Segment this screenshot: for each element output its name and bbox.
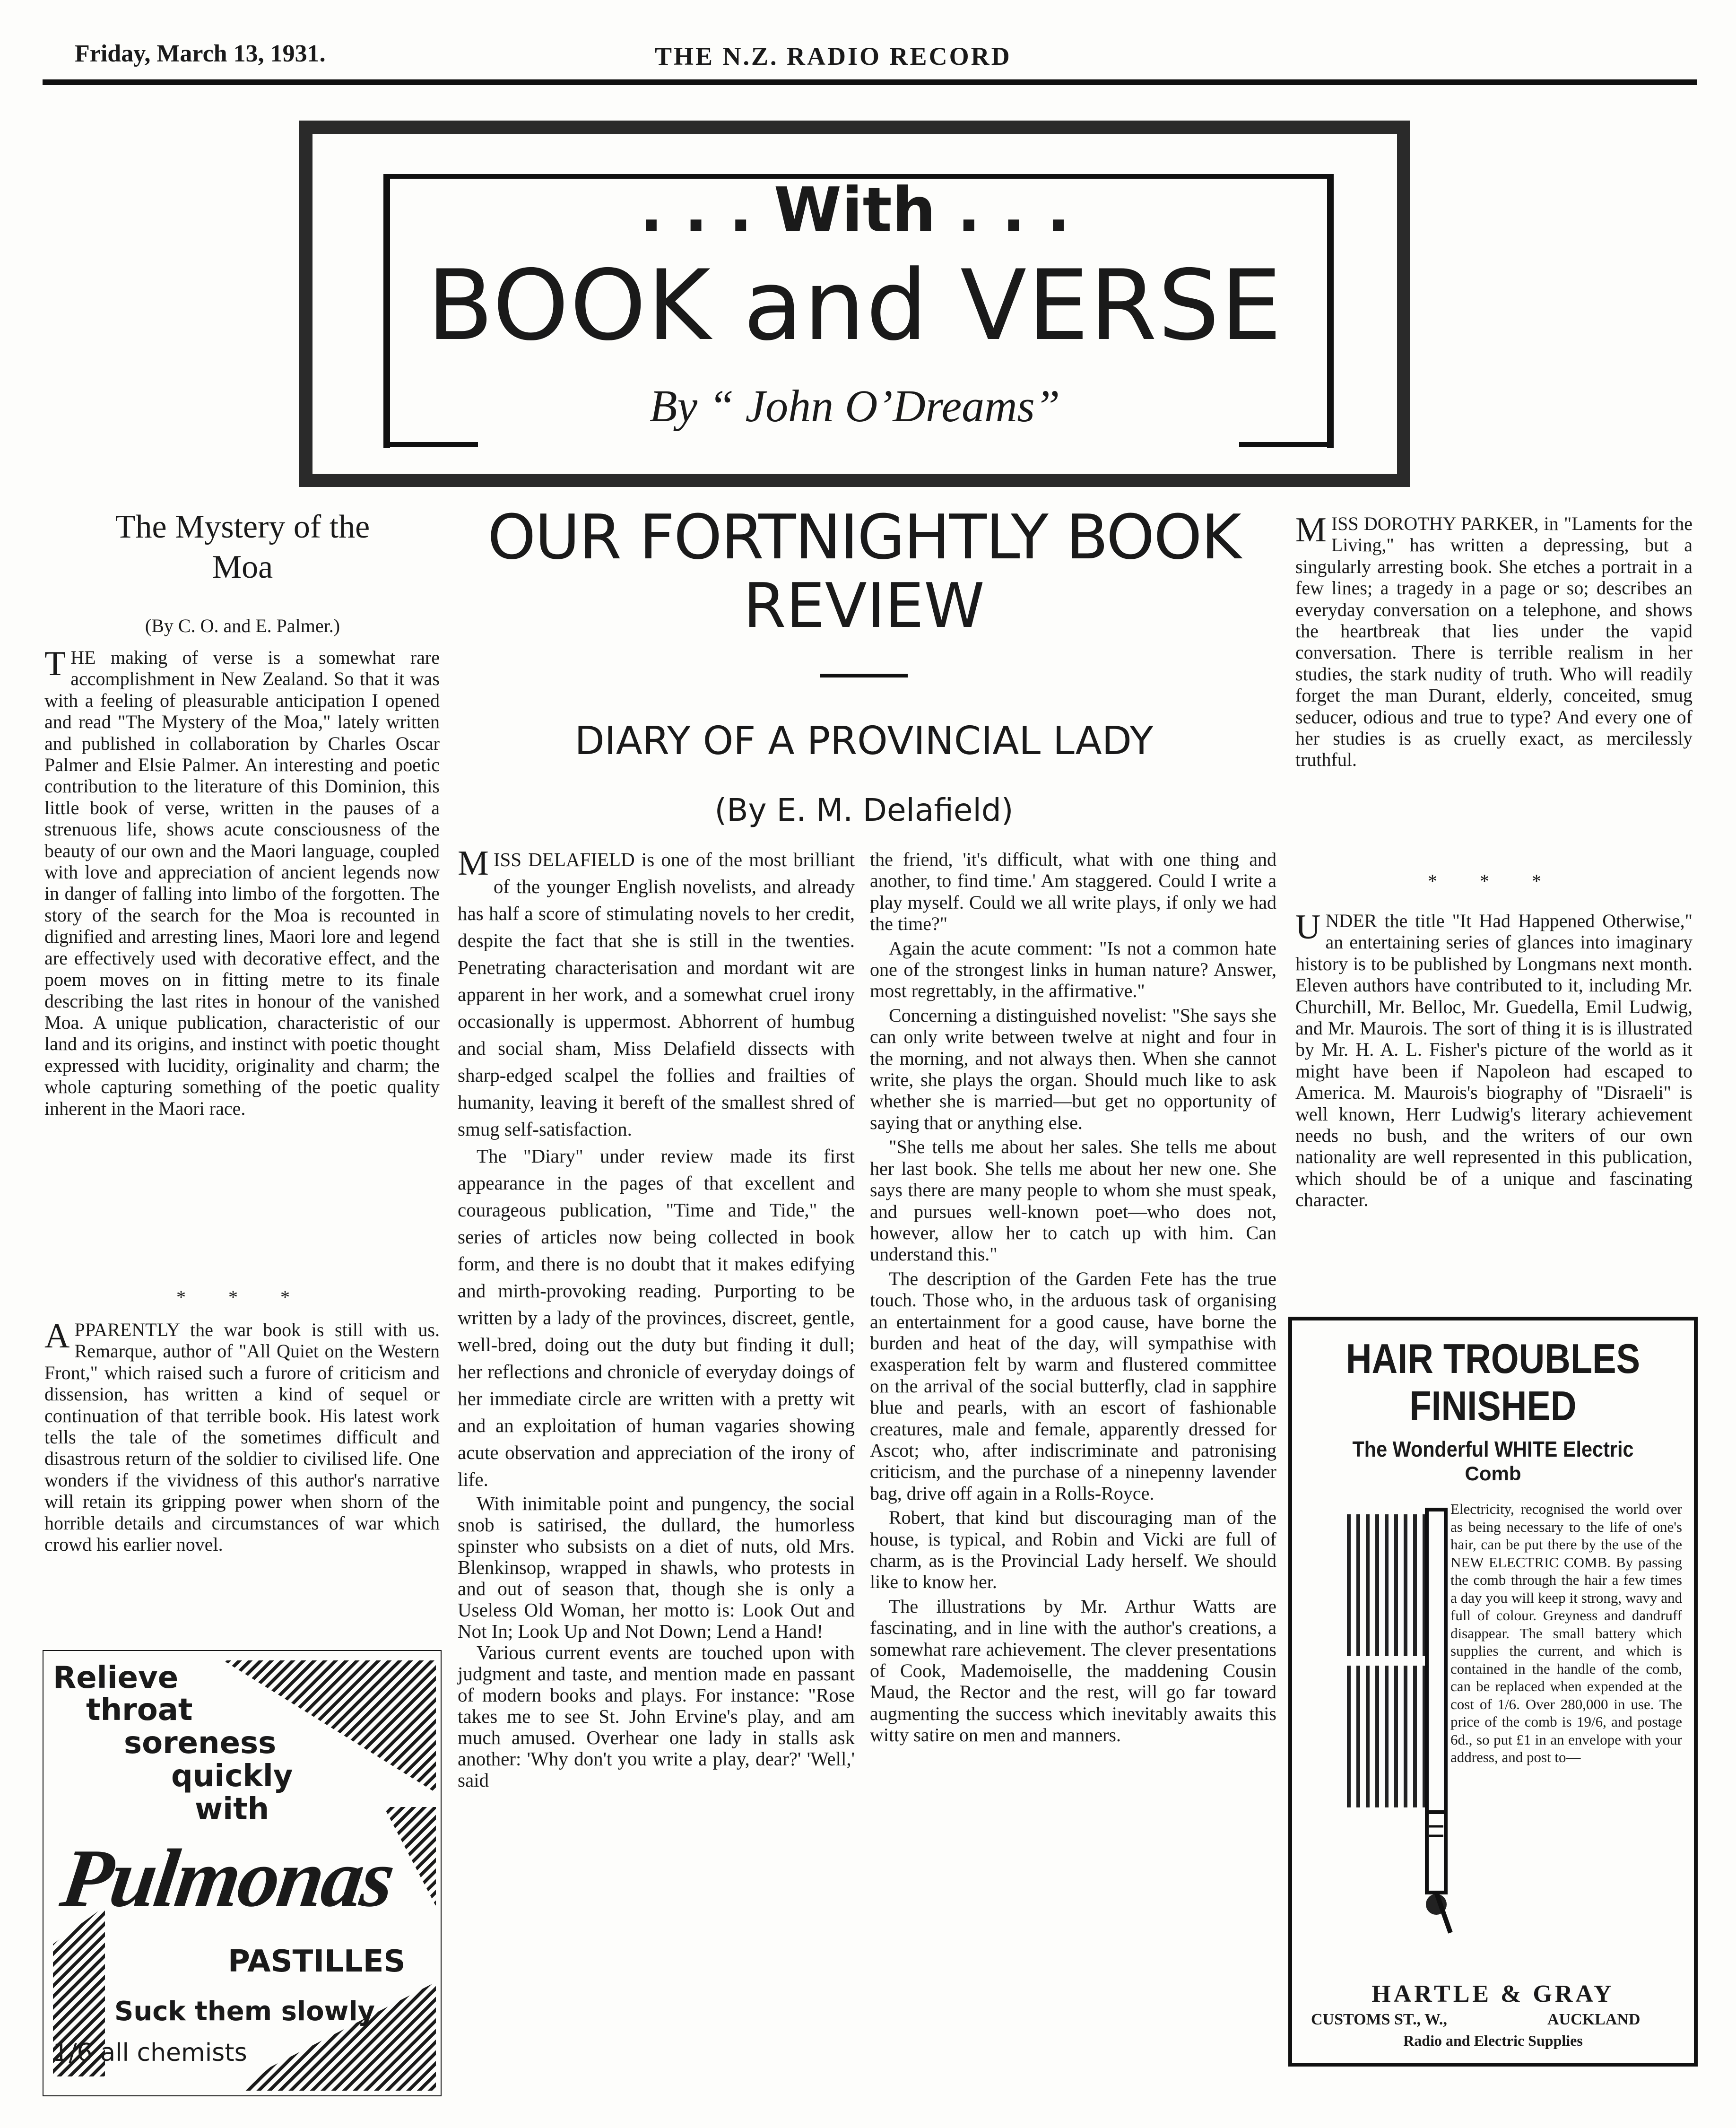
publication-name: THE N.Z. RADIO RECORD: [655, 42, 1012, 70]
moa-dropcap: T: [44, 644, 66, 683]
review-col2-p3: Concerning a distinguished novelist: "She says she can only write between twelve at night and four in the morning, and not always then. When she cannot write, she plays the organ. Should much like to ask whether she is married—but get no opportunity of saying that or anything else.: [870, 1004, 1276, 1133]
warbook-body: PPARENTLY the war book is still with us. Remarque, author of "All Quiet on the Western Front," which raised such a furore of criticism and dissension, has written a kind of sequel or continuation of that terrible book. His latest work tells the tale of the sometimes difficult and disastrous return of the soldier to civilised life. One wonders if the vividness of this author's narrative will retain its gripping power when shorn of the horrible details and circumstances of war which crowd his earlier novel.: [44, 1319, 440, 1555]
parker-article: [1295, 513, 1693, 771]
review-col2: [870, 849, 1276, 1746]
banner-frame-bottom-left: [383, 442, 478, 447]
review-col1-p3: With inimitable point and pungency, the social snob is satirised, the dullard, the humorless spinster who subsists on a diet of nuts, old Mrs. Blenkinsop, wrapped in shawls, who protests in and out of season that, though she is only a Useless Old Woman, her motto is: Look Out and Not In; Look Up and Not Down; Lend a Hand!: [458, 1493, 855, 1642]
parker-dropcap: M: [1295, 511, 1327, 549]
otherwise-body: NDER the title "It Had Happened Otherwise," an entertaining series of glances into imaginary history is to be published by Longmans next month. Eleven authors have contributed to it, including Mr. Churchill, Mr. Belloc, Mr. Guedella, Emil Ludwig, and Mr. Maurois. The sort of thing it is is illustrated by Mr. H. A. L. Fisher's picture of the world as it might have been if Napoleon had escaped to America. M. Maurois's biography of "Disraeli" is well known, Herr Ludwig's literary achievement needs no bush, and the writers of our own nationality are well represented in this publication, which should be of a unique and fascinating character.: [1295, 910, 1693, 1211]
review-divider: [820, 674, 908, 677]
comb-street: CUSTOMS ST., W.,: [1311, 2011, 1447, 2028]
pulmonas-line5: with: [195, 1792, 269, 1827]
otherwise-dropcap: U: [1295, 908, 1321, 947]
warbook-article: [44, 1319, 440, 1555]
banner-byline: By “ John O’Dreams”: [649, 381, 1060, 431]
otherwise-article: [1295, 910, 1693, 1211]
warbook-dropcap: A: [44, 1317, 70, 1355]
banner-frame-bottom-right: [1239, 442, 1334, 447]
review-heading-line2: REVIEW: [743, 570, 985, 642]
moa-credit: (By C. O. and E. Palmer.): [145, 615, 340, 636]
page-date: Friday, March 13, 1931.: [75, 40, 326, 67]
banner-title: BOOK and VERSE: [426, 250, 1283, 362]
pulmonas-line2: throat: [86, 1693, 193, 1728]
review-dropcap: M: [458, 844, 489, 883]
moa-title-line2: Moa: [212, 549, 273, 585]
comb-trade: Radio and Electric Supplies: [1403, 2032, 1583, 2049]
banner-kicker: . . . With . . .: [639, 174, 1070, 246]
review-col1: [458, 846, 855, 1791]
header-rule: [43, 79, 1697, 85]
moa-article: [44, 644, 440, 1119]
review-col1-p4: Various current events are touched upon with judgment and taste, and mention made en passant of modern books and plays. For instance: "Rose takes me to see St. John Ervine's play, and am much amused. Overhear one lady in stalls ask another: 'Why don't you write a play, dear?' 'Well,' said: [458, 1642, 855, 1791]
comb-firm: HARTLE & GRAY: [1371, 1980, 1614, 2007]
comb-city: AUCKLAND: [1547, 2011, 1641, 2028]
comb-illustration: [1330, 1505, 1453, 1940]
pulmonas-tagline: Suck them slowly: [114, 1996, 375, 2027]
comb-headline1: HAIR TROUBLES: [1345, 1335, 1641, 1382]
review-col2-p7: The illustrations by Mr. Arthur Watts are fascinating, and in line with the author's creations, a somewhat rare achievement. The clever presentations of Cook, Mademoiselle, the maddening Cousin Maud, the Rector and the rest, will go far toward augmenting the success which inevitably awaits this witty satire on men and manners.: [870, 1595, 1276, 1746]
moa-separator: * * *: [176, 1286, 309, 1308]
pulmonas-brand: Pulmonas: [56, 1832, 399, 1924]
review-col1-p1: ISS DELAFIELD is one of the most brilliant of the younger English novelists, and already has half a score of stimulating novels to her credit, despite the fact that she is still in the twenties. Penetrating characterisation and mordant wit are apparent in her work, and a somewhat cruel irony occasionally is uppermost. Abhorrent of humbug and social sham, Miss Delafield dissects with sharp-edged scalpel the follies and frailties of humanity, leaving it bereft of the smallest shred of smug self-satisfaction.: [458, 849, 855, 1140]
comb-sub2: Comb: [1465, 1462, 1521, 1485]
banner-box: [299, 121, 1410, 487]
review-col1-p2: The "Diary" under review made its first appearance in the pages of that excellent and courageous publication, "Time and Tide," the series of articles now being collected in book form, and there is no doubt that it makes edifying and mirth-provoking reading. Purporting to be written by a lady of the provinces, discreet, gentle, well-bred, doing out the duty but finding it dull; her reflections and chronicle of everyday doings of her immediate circle are written with a pretty wit and an exploitation of human vagaries showing acute observation and appreciation of the irony of life.: [458, 1145, 855, 1490]
review-heading-line1: OUR FORTNIGHTLY BOOK: [487, 501, 1241, 573]
parker-body: ISS DOROTHY PARKER, in "Laments for the Living," has written a depressing, but a singularly arresting book. She etches a portrait in a few lines; a tragedy in a page or so; describes an everyday conversation on a telephone, and shows the heartbreak that lies under the vapid conversation. There is terrible realism in her studies, the stark nudity of truth. Who will readily forget the man Durant, elderly, conceited, smug seducer, odious and true to type? And every one of her studies is as cruelly exact, as mercilessly truthful.: [1295, 513, 1693, 771]
moa-title-line1: The Mystery of the: [115, 509, 370, 545]
review-col2-p6: Robert, that kind but discouraging man of the house, is typical, and Robin and Vicki are full of charm, as is the Provincial Lady herself. We should like to know her.: [870, 1507, 1276, 1593]
comb-teeth-icon: [1349, 1514, 1424, 1807]
parker-separator: * * *: [1428, 870, 1560, 892]
pulmonas-line4: quickly: [171, 1759, 293, 1794]
pulmonas-line3: soreness: [124, 1726, 277, 1761]
pulmonas-price: 1/6 all chemists: [53, 2039, 247, 2067]
review-col2-p1: the friend, 'it's difficult, what with one thing and another, to find time.' Am staggered. Could I write a play myself. Could we all write plays, if only we had the time?": [870, 849, 1276, 935]
pulmonas-line1: Relieve: [53, 1660, 179, 1695]
review-col2-p2: Again the acute comment: "Is not a common hate one of the strongest links in human nature? Answer, most regrettably, in the affirmative.": [870, 937, 1276, 1002]
review-col2-p5: The description of the Garden Fete has the true touch. Those who, in the arduous task of organising an entertainment for a good cause, have borne the burden and heat of the day, will sympathise with exasperation felt by warm and flustered committee on the arrival of the social butterfly, clad in sapphire blue and pearls, with an escort of fashionable creatures, male and female, apparently dressed for Ascot; who, after indiscriminate and patronising criticism, and the purchase of a ninepenny lavender bag, drive off again in a Rolls-Royce.: [870, 1268, 1276, 1504]
comb-ad: [1288, 1317, 1698, 2067]
comb-body: Electricity, recognised the world over as being necessary to the life of one's hair, can be put there by the use of the NEW ELECTRIC COMB. By passing the comb through the hair a few times a day you will keep it strong, wavy and full of colour. Greyness and dandruff disappear. The small battery which supplies the current, and which is contained in the handle of the comb, can be replaced when expended at the cost of 1/6. Over 280,000 in use. The price of the comb is 19/6, and postage 6d., so put £1 in an envelope with your address, and post to—: [1450, 1501, 1682, 1765]
moa-body: HE making of verse is a somewhat rare accomplishment in New Zealand. So that it was with a feeling of pleasurable anticipation I opened and read "The Mystery of the Moa," lately written and published in collaboration by Charles Oscar Palmer and Elsie Palmer. An interesting and poetic contribution to the literature of this Dominion, this little book of verse, written in the pauses of a strenuous life, shows acute consciousness of the beauty of our own and the Maori language, coupled with love and appreciation of ancient legends now in danger of falling into limbo of the forgotten. The story of the search for the Moa is recounted in dignified and arresting lines, Maori lore and legend are effectively used with decorative effect, and the poem moves on in fitting metre to its finale describing the last rites in honour of the vanished Moa. A unique publication, characteristic of our land and its origins, and instinct with poetic thought expressed with lucidity, originality and charm; the whole capturing something of the poetic quality inherent in the Maori race.: [44, 647, 440, 1119]
review-book-title: DIARY OF A PROVINCIAL LADY: [574, 719, 1154, 764]
pulmonas-product: PASTILLES: [228, 1944, 406, 1979]
pulmonas-ad: [43, 1650, 442, 2096]
review-col2-p4: "She tells me about her sales. She tells me about her last book. She tells me about her new one. She says there are many people to whom she must speak, and pursues well-known poet—who does not, however, allow her to catch up with him. Can understand this.": [870, 1136, 1276, 1265]
review-author: (By E. M. Delafield): [714, 792, 1014, 828]
comb-headline2: FINISHED: [1409, 1382, 1577, 1429]
comb-sub1: The Wonderful WHITE Electric: [1352, 1437, 1634, 1461]
banner-inner: [312, 134, 1397, 474]
